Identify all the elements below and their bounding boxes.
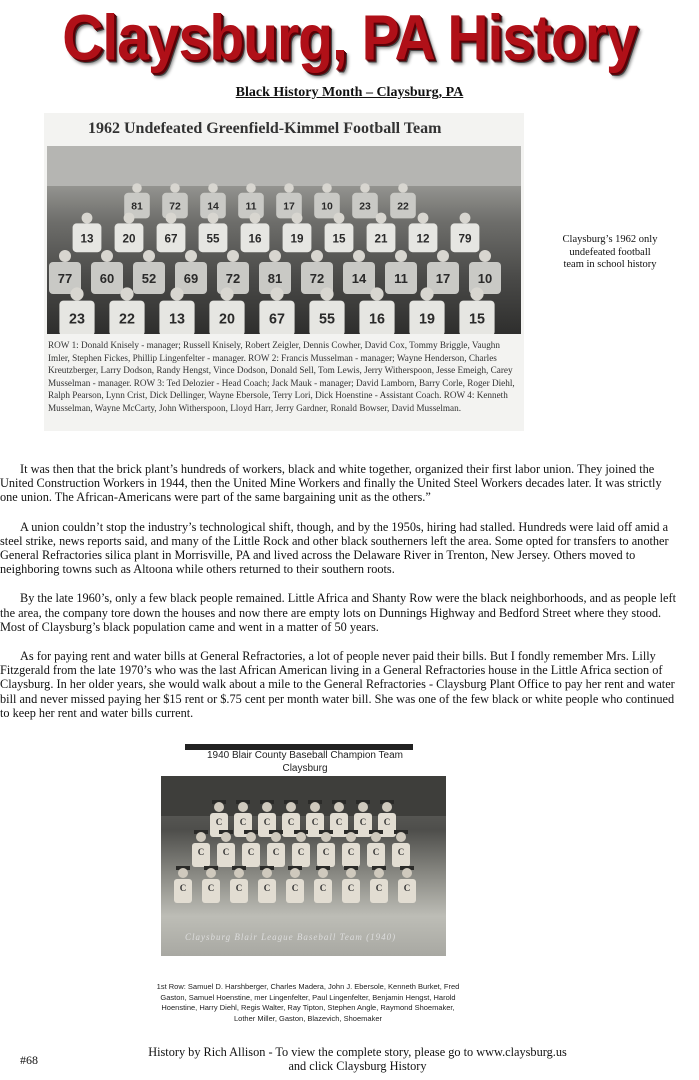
jersey-number: 72: [309, 271, 325, 286]
player-figure: [469, 250, 501, 294]
player-figure: [342, 866, 360, 903]
jersey-number: 23: [359, 201, 371, 213]
jersey-number: 10: [321, 201, 333, 213]
jersey-letter: C: [311, 817, 319, 827]
jersey-number: 19: [290, 232, 304, 246]
player-figure: [192, 830, 210, 867]
jersey-number: 13: [80, 232, 94, 246]
player-figure: [258, 866, 276, 903]
jersey-letter: C: [197, 847, 205, 857]
jersey-letter: C: [397, 847, 405, 857]
jersey-letter: C: [263, 817, 271, 827]
jersey-letter: C: [322, 847, 330, 857]
player-figure: [301, 250, 333, 294]
jersey-letter: C: [222, 847, 230, 857]
player-figure: [73, 213, 102, 253]
jersey-number: 67: [164, 232, 178, 246]
jersey-number: 22: [397, 201, 409, 213]
jersey-number: 67: [269, 311, 285, 328]
jersey-letter: C: [372, 847, 380, 857]
jersey-letter: C: [297, 847, 305, 857]
jersey-number: 55: [319, 311, 335, 328]
jersey-letter: C: [319, 883, 327, 893]
player-figure: [202, 866, 220, 903]
player-figure: [259, 250, 291, 294]
jersey-letter: C: [215, 817, 223, 827]
jersey-letter: C: [347, 847, 355, 857]
jersey-number: 69: [183, 271, 199, 286]
jersey-letter: C: [403, 883, 411, 893]
jersey-letter: C: [287, 817, 295, 827]
baseball-photo-inscription: Claysburg Blair League Baseball Team (1940): [185, 932, 397, 942]
jersey-number: 16: [248, 232, 262, 246]
player-figure: [115, 213, 144, 253]
article-paragraph: By the late 1960’s, only a few black people remained. Little Africa and Shanty Row were the black neighborhoods, and as people left the area, the company tore down the houses and now there are empty lots on Dunnings Highway and Bedford Street where they stood. Most of Claysburg’s black population came and went in a matter of 50 years.: [0, 591, 676, 634]
jersey-number: 22: [119, 311, 135, 328]
jersey-number: 81: [131, 201, 143, 213]
player-figure: [390, 183, 416, 218]
player-figure: [283, 213, 312, 253]
jersey-number: 14: [351, 271, 367, 286]
baseball-team-photo: [161, 776, 446, 956]
jersey-letter: C: [263, 883, 271, 893]
jersey-letter: C: [247, 847, 255, 857]
footer-line2: and click Claysburg History: [288, 1059, 427, 1073]
jersey-number: 79: [458, 232, 472, 246]
site-banner: [0, 0, 699, 82]
player-figure: [352, 183, 378, 218]
jersey-number: 11: [245, 201, 257, 213]
football-team-illustration: [47, 146, 521, 334]
player-figure: [209, 287, 244, 334]
player-figure: [230, 866, 248, 903]
page-number: #68: [20, 1053, 38, 1067]
jersey-letter: C: [235, 883, 243, 893]
player-figure: [157, 213, 186, 253]
player-figure: [367, 213, 396, 253]
player-figure: [133, 250, 165, 294]
player-figure: [427, 250, 459, 294]
player-figure: [314, 866, 332, 903]
jersey-number: 20: [122, 232, 136, 246]
player-figure: [174, 866, 192, 903]
player-figure: [241, 213, 270, 253]
player-figure: [314, 183, 340, 218]
football-photo-title: 1962 Undefeated Greenfield-Kimmel Football Team: [88, 120, 442, 137]
article-paragraph: As for paying rent and water bills at General Refractories, a lot of people never paid their bills. But I fondly remember Mrs. Lilly Fitzgerald from the late 1970’s who was the last African American living in a General Refractories house in the Little Africa section of Claysburg. In her older years, she would walk about a mile to the General Refractories - Claysburg Plant Office to pay her rent and water bill and never missed paying her $15 rent or $.75 cent per month water bill. She was one of the few black or white people who continued to keep her rent and water bills current.: [0, 649, 675, 720]
jersey-letter: C: [335, 817, 343, 827]
jersey-number: 10: [477, 271, 493, 286]
football-photo-block: [44, 113, 524, 431]
jersey-number: 13: [169, 311, 185, 328]
jersey-number: 15: [332, 232, 346, 246]
jersey-number: 20: [219, 311, 235, 328]
player-figure: [159, 287, 194, 334]
player-figure: [259, 287, 294, 334]
player-figure: [309, 287, 344, 334]
jersey-number: 17: [283, 201, 295, 213]
jersey-number: 15: [469, 311, 485, 328]
baseball-team-illustration: [161, 776, 446, 956]
background-trees: [161, 776, 446, 816]
football-roster-caption: ROW 1: Donald Knisely - manager; Russell Knisely, Robert Zeigler, Dennis Cowher, David Cox, Tommy Briggle, Vaughn Imler, Stephen Fickes, Phillip Lingenfelter - manager. ROW 2: Francis Musselman - manager; Wayne Henderson, Charles Kreutzberger, Larry Dodson, Randy Hengst, Vince Dodson, Donald Sell, Tom Lewis, Jerry Witherspoon, Jesse Emeigh, Carey Musselman - manager. ROW 3: Ted Delozier - Head Coach; Jack Mauk - manager; David Lamborn, Barry Corle, Roger Diehl, Ralph Pearson, Lynn Crist, Dick Dellinger, Wayne Ebersole, Terry Lori, Dick Hoenstine - Assistant Coach. ROW 4: Kenneth Musselman, Wayne McCarty, John Witherspoon, Lloyd Harr, Jerry Gardner, Ronald Bowser, David Musselman.: [48, 340, 515, 413]
player-figure: [343, 250, 375, 294]
player-figure: [451, 213, 480, 253]
baseball-photo-title: [160, 749, 450, 775]
jersey-number: 21: [374, 232, 388, 246]
jersey-number: 77: [57, 271, 73, 286]
page-subtitle: Black History Month – Claysburg, PA: [235, 85, 464, 100]
jersey-letter: C: [239, 817, 247, 827]
player-figure: [162, 183, 188, 218]
jersey-number: 72: [225, 271, 241, 286]
background-building: [47, 146, 521, 186]
football-side-caption: Claysburg’s 1962 only undefeated football team in school history: [562, 234, 658, 270]
jersey-number: 72: [169, 201, 181, 213]
player-figure: [385, 250, 417, 294]
jersey-number: 60: [99, 271, 115, 286]
jersey-letter: C: [272, 847, 280, 857]
player-figure: [199, 213, 228, 253]
player-figure: [286, 866, 304, 903]
jersey-number: 17: [435, 271, 451, 286]
player-figure: [217, 250, 249, 294]
jersey-number: 52: [141, 271, 157, 286]
banner-title: Claysburg, PA History: [62, 2, 637, 74]
footer-line1: History by Rich Allison - To view the complete story, please go to www.claysburg.us: [148, 1045, 567, 1059]
article-paragraph: It was then that the brick plant’s hundreds of workers, black and white together, organized their first labor union. They joined the United Construction Workers in 1944, then the United Mine Workers and finally the United Steel Workers decades later. It was strictly one union. The African-Americans were part of the same bargaining unit as the others.”: [0, 462, 662, 505]
player-figure: [49, 250, 81, 294]
player-figure: [409, 287, 444, 334]
jersey-number: 55: [206, 232, 220, 246]
jersey-letter: C: [207, 883, 215, 893]
jersey-number: 81: [267, 271, 283, 286]
jersey-letter: C: [347, 883, 355, 893]
jersey-number: 16: [369, 311, 385, 328]
player-figure: [325, 213, 354, 253]
player-figure: [409, 213, 438, 253]
jersey-number: 11: [394, 271, 408, 286]
jersey-number: 23: [69, 311, 85, 328]
jersey-letter: C: [291, 883, 299, 893]
baseball-photo-block: [160, 744, 450, 964]
article-paragraph: A union couldn’t stop the industry’s technological shift, though, and by the 1950s, hiring had stalled. Hundreds were laid off amid a steel strike, news reports said, and many of the Little Rock and other black southerners left the area. Some opted for transfers to another General Refractories silica plant in Morrisville, PA and lived across the Delaware River in Trenton, New Jersey. Others moved to neighboring towns such as Altoona while others returned to their southern roots.: [0, 519, 669, 577]
player-figure: [398, 866, 416, 903]
baseball-title-line1: 1940 Blair County Baseball Champion Team: [206, 750, 404, 761]
player-figure: [109, 287, 144, 334]
baseball-title-line2: Claysburg: [282, 763, 328, 774]
player-figure: [91, 250, 123, 294]
jersey-number: 12: [416, 232, 430, 246]
player-figure: [370, 866, 388, 903]
player-figure: [238, 183, 264, 218]
jersey-number: 14: [207, 201, 219, 213]
jersey-number: 19: [419, 311, 435, 328]
baseball-roster-caption: 1st Row: Samuel D. Harshberger, Charles Madera, John J. Ebersole, Kenneth Burket, Fred Gaston, Samuel Hoenstine, mer Lingenfelter, Paul Lingenfelter, Benjamin Hengst, Harold Hoenstine, Harry Diehl, Regis Walter, Ray Tipton, Stephen Angle, Raymond Shoemaker, Lother Miller, Gaston, Blazevich, Shoemaker: [156, 982, 460, 1023]
jersey-letter: C: [359, 817, 367, 827]
player-figure: [459, 287, 494, 334]
jersey-letter: C: [179, 883, 187, 893]
player-figure: [175, 250, 207, 294]
player-figure: [359, 287, 394, 334]
jersey-letter: C: [375, 883, 383, 893]
player-figure: [59, 287, 94, 334]
football-team-photo: [47, 146, 521, 334]
jersey-letter: C: [383, 817, 391, 827]
page-footer: [140, 1045, 575, 1073]
article-body: [0, 462, 676, 735]
